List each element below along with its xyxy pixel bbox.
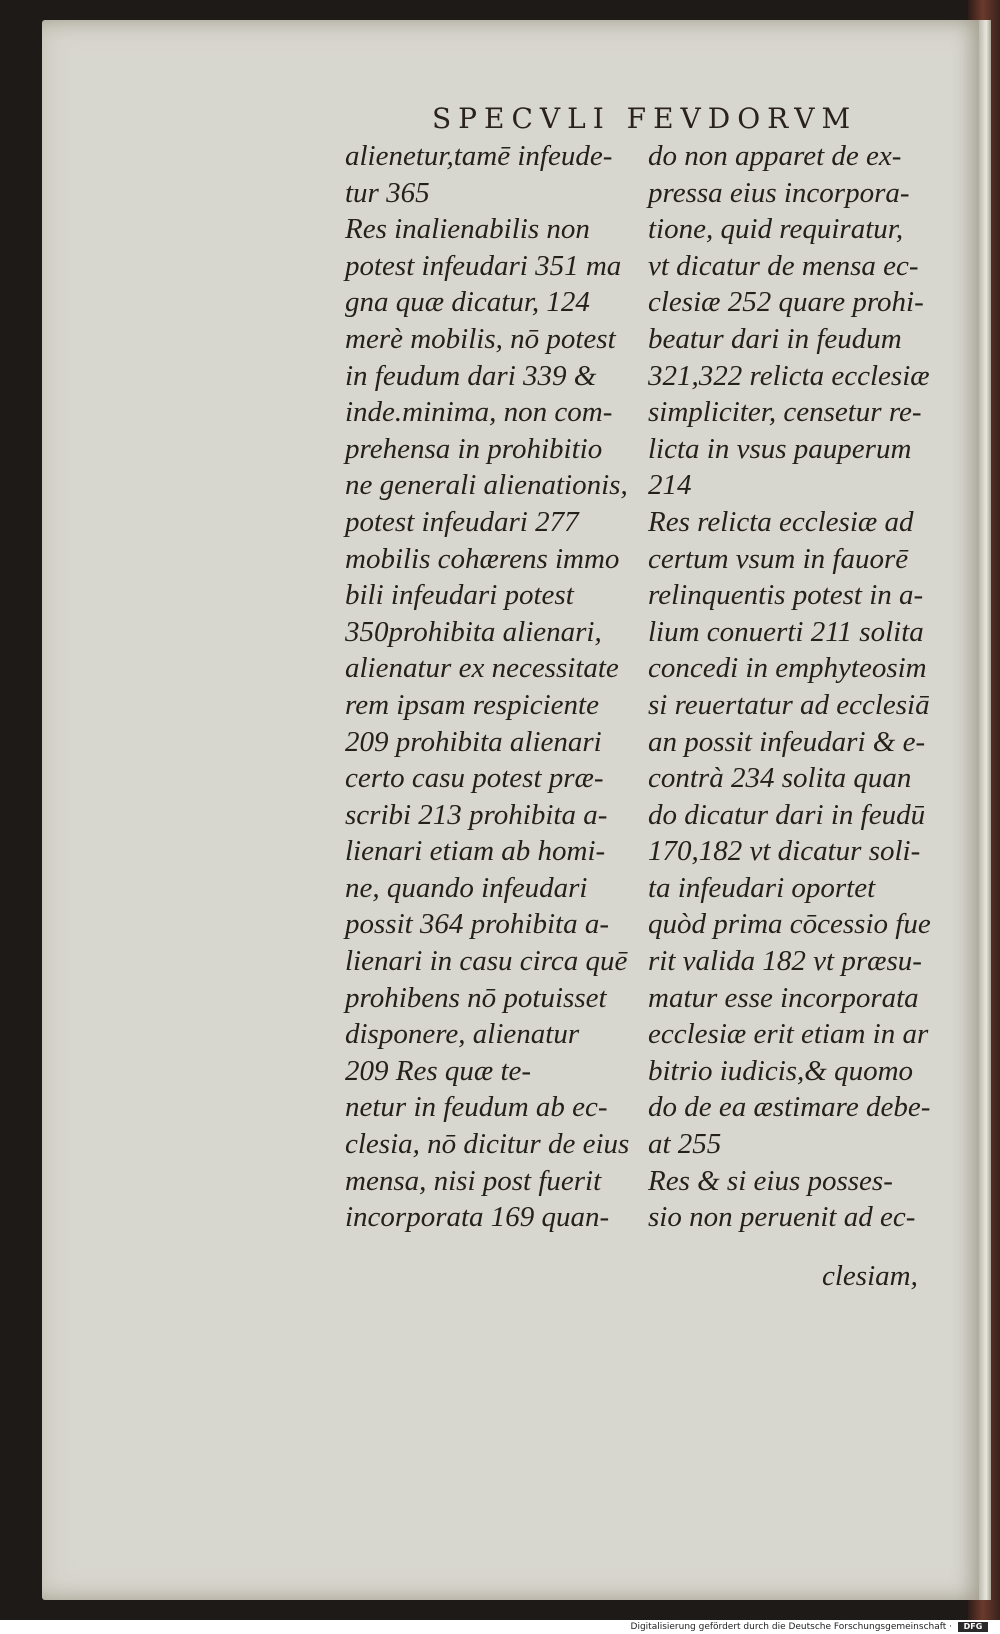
text-line: lienari in casu circa quē (345, 945, 628, 978)
text-line: rit valida 182 vt præsu- (648, 945, 922, 978)
text-line: ta infeudari oportet (648, 871, 876, 904)
text-line: prohibens nō potuisset (345, 981, 607, 1014)
text-line: merè mobilis, nō potest (345, 322, 616, 355)
text-line: 321,322 relicta ecclesiæ (648, 359, 930, 392)
text-line: sio non peruenit ad ec- (648, 1201, 916, 1234)
text-column-right (648, 138, 931, 1236)
text-line: Res & si eius posses- (648, 1164, 893, 1197)
text-line: Res relicta ecclesiæ ad (648, 505, 914, 538)
text-line: vt dicatur de mensa ec- (648, 249, 919, 282)
text-line: simpliciter, censetur re- (648, 396, 922, 429)
text-line: 209 prohibita alienari (345, 725, 602, 758)
text-line: inde.minima, non com- (345, 396, 613, 429)
text-line: 170,182 vt dicatur soli- (648, 835, 921, 868)
text-line: lium conuerti 211 solita (648, 615, 924, 648)
text-line: mensa, nisi post fuerit (345, 1164, 602, 1197)
text-line: 209 Res quæ te- (345, 1054, 532, 1087)
text-line: disponere, alienatur (345, 1018, 580, 1051)
text-column-left (345, 138, 630, 1236)
text-line: 214 (648, 469, 692, 502)
text-line: potest infeudari 277 (345, 505, 579, 538)
text-line: tione, quid requiratur, (648, 213, 904, 246)
text-line: beatur dari in feudum (648, 322, 902, 355)
text-line: scribi 213 prohibita a- (345, 798, 608, 831)
text-line: certum vsum in fauorē (648, 542, 909, 575)
text-line: do non apparet de ex- (648, 140, 902, 172)
text-line: contrà 234 solita quan (648, 762, 912, 795)
text-line: pressa eius incorpora- (648, 176, 910, 209)
text-line: 350prohibita alienari, (345, 615, 602, 648)
text-line: gna quæ dicatur, 124 (345, 286, 590, 319)
text-line: netur in feudum ab ec- (345, 1091, 608, 1124)
text-line: do de ea æstimare debe- (648, 1091, 931, 1124)
text-line: potest infeudari 351 ma (345, 249, 622, 282)
text-line: relinquentis potest in a- (648, 579, 924, 612)
digitization-footer (0, 1620, 1000, 1634)
text-line: bili infeudari potest (345, 579, 574, 612)
dfg-logo: DFG (958, 1622, 988, 1632)
text-line: alienatur ex necessitate (345, 652, 619, 685)
text-line: lienari etiam ab homi- (345, 835, 606, 868)
text-line: prehensa in prohibitio (345, 432, 603, 465)
text-line: clesiæ 252 quare prohi- (648, 286, 924, 319)
text-line: in feudum dari 339 & (345, 359, 597, 392)
text-line: matur esse incorporata (648, 981, 919, 1014)
text-line: si reuertatur ad ecclesiā (648, 688, 930, 721)
text-line: ne, quando infeudari (345, 871, 588, 904)
text-line: at 255 (648, 1128, 722, 1161)
text-line: tur 365 (345, 176, 430, 209)
text-line: licta in vsus pauperum (648, 432, 912, 465)
text-line: ne generali alienationis, (345, 469, 628, 502)
text-line: alienetur,tamē infeude- (345, 140, 613, 172)
text-line: ecclesiæ erit etiam in ar (648, 1018, 929, 1051)
text-line: bitrio iudicis,& quomo (648, 1054, 914, 1087)
funding-credit: Digitalisierung gefördert durch die Deutsche Forschungsgemeinschaft · (630, 1622, 952, 1632)
text-line: mobilis cohærens immo (345, 542, 620, 575)
text-line: an possit infeudari & e- (648, 725, 926, 758)
text-line: concedi in emphyteosim (648, 652, 927, 685)
catchword: clesiam, (822, 1260, 918, 1292)
text-line: Res inalienabilis non (345, 213, 590, 246)
text-line: clesia, nō dicitur de eius (345, 1128, 630, 1161)
text-line: certo casu potest præ- (345, 762, 604, 795)
text-line: rem ipsam respiciente (345, 688, 599, 721)
text-line: do dicatur dari in feudū (648, 798, 926, 831)
text-line: incorporata 169 quan- (345, 1201, 610, 1234)
text-line: possit 364 prohibita a- (345, 908, 609, 941)
text-line: quòd prima cōcessio fue (648, 908, 931, 941)
running-head: SPECVLI FEVDORVM (432, 102, 858, 135)
